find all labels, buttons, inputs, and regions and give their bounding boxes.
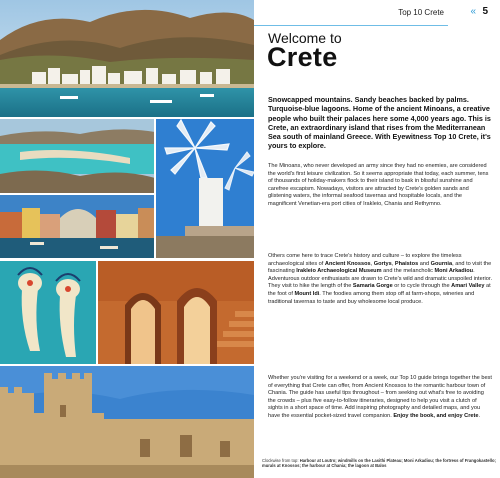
caption-lead: Clockwise from top: [262,458,300,463]
photo-gutter [96,261,98,365]
photo-windmills-lasithi-plateau [155,118,254,258]
photo-fortress-of-frangokastello [0,365,254,478]
running-head [254,0,500,26]
body-paragraph-1: The Minoans, who never developed an army since they had no enemies, are considered the world's first leisure civilization. So it seems appropriate that today, each summer, tens of thousands of holiday-makers flock to their island to bask in blissful sunshine and carefree escapism. Nowadays, visitors are attracted by Crete's golden sands and glistening waters, the informal seafood tavernas and hospitable locals, and the magnificent Venetian-era port cities of Irakleio, Chania and Rethymno. [268,163,489,207]
place-name-phaistos: Phaistos [394,260,419,267]
place-name-gournia: Gournia [430,260,453,267]
photo-lagoon-at-balos [0,118,155,194]
photo-gutter [0,258,254,261]
page-number-box [448,0,500,26]
photo-gutter [154,118,156,259]
text-run: at the foot of [268,283,491,297]
text-run: or to cycle through the [392,283,452,290]
place-name-mount-idi: Mount Idi [294,290,320,297]
photo-harbour-at-chania [0,194,155,258]
place-name-irakleio-museum: Irakleio Archaeological Museum [296,268,382,275]
photo-murals-at-knossos [0,261,97,365]
text-run: . [478,412,481,419]
photo-gutter [0,364,254,366]
text-run: Whether you're visiting for a weekend or a week, our Top 10 guide brings together the best of everything that Crete can offer, from Ancient Knossos to the romantic harbour town of Chania. The guide has useful tips throughout – from seeking out what's free to avoiding the crowds – plus five easy-to-follow itineraries, designed to help you visit a clutch of sights in a short space of time. Add inspiring photography and detailed maps, and you have the essential pocket-sized travel companion. [268,375,492,419]
text-run: , and to visit the fascinating [268,260,492,275]
body-paragraph-3 [268,375,492,421]
caption-text: Harbour at Loutro; windmills on the Lasithi Plateau; Moni Arkadiou; the fortress of Frangokastello; murals at Knossos; the harbour at Chania; the lagoon at Balos [262,458,496,469]
text-column [254,0,500,478]
text-run: . Adventurous outdoor enthusiasts are drawn to Crete's wild and dramatic unspoiled interior. They visit to hike the length of the [268,268,493,290]
double-chevron-icon: « [470,6,476,17]
place-name-moni-arkadiou: Moni Arkadiou [434,268,474,275]
text-run: and the melancholic [381,268,435,275]
text-run: Others come here to trace Crete's history and culture – to explore the timeless archaeological sites of [268,253,462,267]
photo-gutter [0,193,155,195]
text-run: and [418,260,431,267]
photo-moni-arkadiou [97,261,254,365]
intro-paragraph: Snowcapped mountains. Sandy beaches backed by palms. Turquoise-blue lagoons. Home of the ancient Minoans, a creative people who built their palaces here some 4,000 years ago. This is Crete, an extraordinary island that rises from the Mediterranean Sea south of mainland Greece. With Eyewitness Top 10 Crete, it's yours to explore. [268,95,491,151]
page-title: Crete [267,42,338,72]
text-run: . The foodies among them stop off at farm-shops, wineries and traditional tavernas to taste and buy wholesome local produce. [268,290,475,305]
photo-gutter [0,117,254,119]
text-run: , [370,260,374,267]
photo-harbour-at-loutro [0,0,254,118]
place-name-gortys: Gortys [373,260,392,267]
closing-line: Enjoy the book, and enjoy Crete [393,412,479,419]
photo-caption [262,458,498,469]
page-number: 5 [482,6,488,17]
text-run: , [391,260,395,267]
place-name-samaria-gorge: Samaria Gorge [352,283,393,290]
running-head-title: Top 10 Crete [398,8,444,17]
place-name-ancient-knossos: Ancient Knossos [324,260,371,267]
heading-kicker: Welcome to [268,30,342,46]
body-paragraph-2 [268,253,492,306]
place-name-amari-valley: Amari Valley [451,283,485,290]
